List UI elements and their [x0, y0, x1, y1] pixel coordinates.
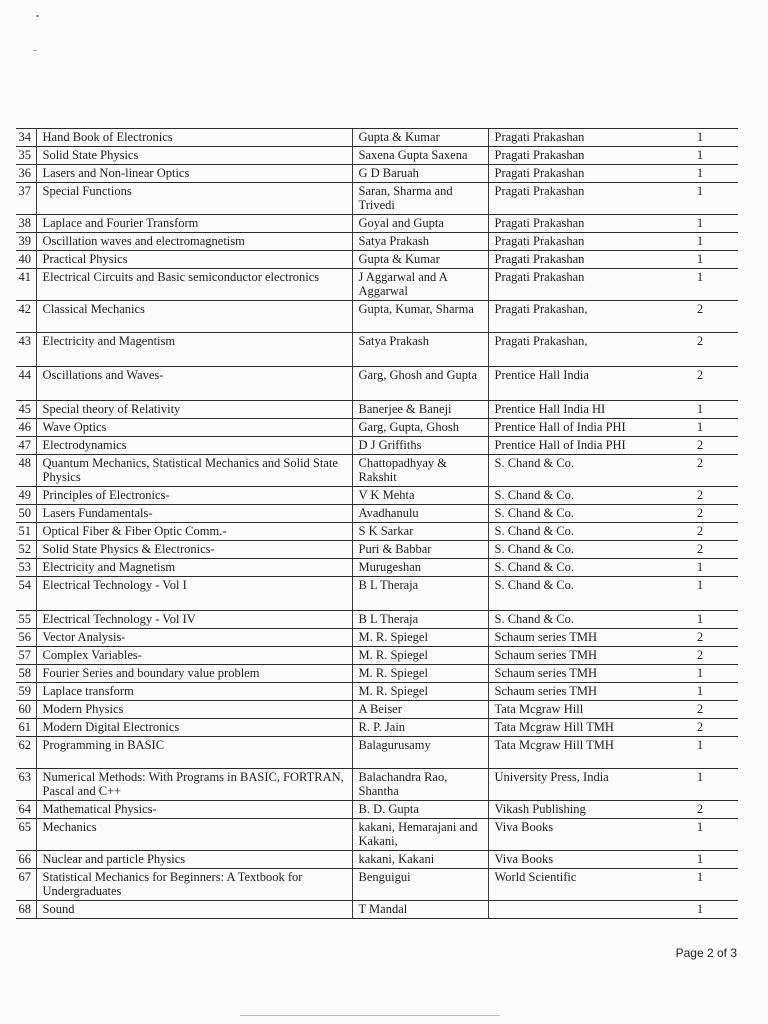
serial-number: 54 [16, 577, 36, 611]
book-title: Wave Optics [36, 419, 352, 437]
serial-number: 48 [16, 455, 36, 487]
table-row [16, 801, 738, 819]
serial-number: 43 [16, 333, 36, 367]
book-publisher: S. Chand & Co. [488, 487, 666, 505]
book-author: Gupta, Kumar, Sharma [352, 301, 488, 333]
book-author: Banerjee & Baneji [352, 401, 488, 419]
table-row [16, 505, 738, 523]
book-author: S K Sarkar [352, 523, 488, 541]
book-author: Saran, Sharma and Trivedi [352, 183, 488, 215]
serial-number: 57 [16, 647, 36, 665]
book-author: M. R. Spiegel [352, 665, 488, 683]
book-quantity: 1 [666, 611, 738, 629]
book-publisher: Prentice Hall of India PHI [488, 419, 666, 437]
table-row [16, 301, 738, 333]
table-row [16, 269, 738, 301]
serial-number: 42 [16, 301, 36, 333]
book-title: Programming in BASIC [36, 737, 352, 769]
book-quantity: 1 [666, 401, 738, 419]
book-quantity: 1 [666, 165, 738, 183]
table-row [16, 665, 738, 683]
book-publisher: Schaum series TMH [488, 647, 666, 665]
table-row [16, 437, 738, 455]
serial-number: 52 [16, 541, 36, 559]
book-list-body [16, 129, 738, 919]
book-publisher: Schaum series TMH [488, 629, 666, 647]
book-quantity: 2 [666, 629, 738, 647]
serial-number: 58 [16, 665, 36, 683]
table-row [16, 769, 738, 801]
book-publisher: Pragati Prakashan [488, 147, 666, 165]
book-publisher: Pragati Prakashan [488, 183, 666, 215]
book-title: Nuclear and particle Physics [36, 851, 352, 869]
scan-artifact-mark [36, 15, 39, 17]
book-quantity: 1 [666, 737, 738, 769]
book-author: kakani, Hemarajani and Kakani, [352, 819, 488, 851]
book-quantity: 1 [666, 683, 738, 701]
table-row [16, 419, 738, 437]
book-author: B L Theraja [352, 577, 488, 611]
book-publisher: Tata Mcgraw Hill [488, 701, 666, 719]
book-title: Electricity and Magentism [36, 333, 352, 367]
book-title: Practical Physics [36, 251, 352, 269]
serial-number: 39 [16, 233, 36, 251]
table-row [16, 647, 738, 665]
book-quantity: 2 [666, 801, 738, 819]
book-publisher: Pragati Prakashan [488, 251, 666, 269]
book-publisher: S. Chand & Co. [488, 505, 666, 523]
book-publisher: Pragati Prakashan, [488, 333, 666, 367]
scan-artifact-mark [240, 1015, 500, 1016]
book-title: Solid State Physics & Electronics- [36, 541, 352, 559]
serial-number: 61 [16, 719, 36, 737]
serial-number: 60 [16, 701, 36, 719]
book-title: Oscillations and Waves- [36, 367, 352, 401]
serial-number: 38 [16, 215, 36, 233]
table-row [16, 737, 738, 769]
book-publisher: Schaum series TMH [488, 683, 666, 701]
table-row [16, 559, 738, 577]
book-author: D J Griffiths [352, 437, 488, 455]
table-row [16, 541, 738, 559]
book-quantity: 1 [666, 819, 738, 851]
book-quantity: 1 [666, 129, 738, 147]
book-author: B. D. Gupta [352, 801, 488, 819]
book-title: Laplace and Fourier Transform [36, 215, 352, 233]
book-title: Fourier Series and boundary value problem [36, 665, 352, 683]
book-quantity: 1 [666, 577, 738, 611]
book-quantity: 2 [666, 701, 738, 719]
book-title: Statistical Mechanics for Beginners: A Textbook for Undergraduates [36, 869, 352, 901]
book-title: Solid State Physics [36, 147, 352, 165]
scan-artifact-mark [33, 50, 37, 51]
book-title: Optical Fiber & Fiber Optic Comm.- [36, 523, 352, 541]
book-title: Lasers and Non-linear Optics [36, 165, 352, 183]
serial-number: 35 [16, 147, 36, 165]
book-title: Lasers Fundamentals- [36, 505, 352, 523]
book-quantity: 2 [666, 541, 738, 559]
book-publisher: Pragati Prakashan [488, 269, 666, 301]
serial-number: 44 [16, 367, 36, 401]
serial-number: 40 [16, 251, 36, 269]
book-author: Satya Prakash [352, 333, 488, 367]
book-publisher: S. Chand & Co. [488, 577, 666, 611]
table-row [16, 401, 738, 419]
table-row [16, 577, 738, 611]
book-quantity: 2 [666, 367, 738, 401]
serial-number: 50 [16, 505, 36, 523]
book-title: Electrical Technology - Vol I [36, 577, 352, 611]
serial-number: 37 [16, 183, 36, 215]
book-title: Laplace transform [36, 683, 352, 701]
book-author: Chattopadhyay & Rakshit [352, 455, 488, 487]
page-number: Page 2 of 3 [675, 946, 737, 960]
table-row [16, 523, 738, 541]
book-publisher: Viva Books [488, 819, 666, 851]
table-row [16, 233, 738, 251]
table-row [16, 611, 738, 629]
book-title: Modern Physics [36, 701, 352, 719]
book-author: Saxena Gupta Saxena [352, 147, 488, 165]
table-row [16, 165, 738, 183]
book-quantity: 1 [666, 269, 738, 301]
table-row [16, 251, 738, 269]
book-quantity: 1 [666, 559, 738, 577]
book-publisher: Prentice Hall India HI [488, 401, 666, 419]
table-row [16, 719, 738, 737]
book-quantity: 1 [666, 901, 738, 919]
table-row [16, 367, 738, 401]
book-author: Garg, Gupta, Ghosh [352, 419, 488, 437]
book-list-table [16, 128, 738, 919]
book-publisher: Pragati Prakashan [488, 215, 666, 233]
serial-number: 64 [16, 801, 36, 819]
book-title: Vector Analysis- [36, 629, 352, 647]
book-title: Electrical Technology - Vol IV [36, 611, 352, 629]
book-publisher: S. Chand & Co. [488, 523, 666, 541]
book-author: Avadhanulu [352, 505, 488, 523]
serial-number: 59 [16, 683, 36, 701]
book-title: Electrical Circuits and Basic semiconductor electronics [36, 269, 352, 301]
serial-number: 53 [16, 559, 36, 577]
book-author: J Aggarwal and A Aggarwal [352, 269, 488, 301]
serial-number: 45 [16, 401, 36, 419]
book-quantity: 2 [666, 301, 738, 333]
table-row [16, 487, 738, 505]
book-author: Satya Prakash [352, 233, 488, 251]
book-title: Numerical Methods: With Programs in BASIC, FORTRAN, Pascal and C++ [36, 769, 352, 801]
book-publisher: S. Chand & Co. [488, 611, 666, 629]
book-author: Balachandra Rao, Shantha [352, 769, 488, 801]
serial-number: 36 [16, 165, 36, 183]
serial-number: 51 [16, 523, 36, 541]
book-author: M. R. Spiegel [352, 647, 488, 665]
book-publisher: Pragati Prakashan [488, 165, 666, 183]
serial-number: 46 [16, 419, 36, 437]
book-publisher: Viva Books [488, 851, 666, 869]
book-publisher: Prentice Hall of India PHI [488, 437, 666, 455]
book-quantity: 2 [666, 437, 738, 455]
book-title: Mechanics [36, 819, 352, 851]
book-quantity: 1 [666, 251, 738, 269]
book-title: Oscillation waves and electromagnetism [36, 233, 352, 251]
book-publisher: World Scientific [488, 869, 666, 901]
book-quantity: 1 [666, 419, 738, 437]
book-publisher: University Press, India [488, 769, 666, 801]
book-publisher: Tata Mcgraw Hill TMH [488, 719, 666, 737]
book-publisher: Pragati Prakashan [488, 129, 666, 147]
serial-number: 41 [16, 269, 36, 301]
book-title: Hand Book of Electronics [36, 129, 352, 147]
book-publisher: S. Chand & Co. [488, 559, 666, 577]
serial-number: 66 [16, 851, 36, 869]
book-title: Sound [36, 901, 352, 919]
book-publisher [488, 901, 666, 919]
book-author: kakani, Kakani [352, 851, 488, 869]
book-publisher: S. Chand & Co. [488, 455, 666, 487]
book-publisher: Pragati Prakashan [488, 233, 666, 251]
book-author: A Beiser [352, 701, 488, 719]
table-row [16, 183, 738, 215]
table-row [16, 819, 738, 851]
book-title: Quantum Mechanics, Statistical Mechanics and Solid State Physics [36, 455, 352, 487]
serial-number: 34 [16, 129, 36, 147]
book-quantity: 1 [666, 665, 738, 683]
book-title: Classical Mechanics [36, 301, 352, 333]
book-title: Modern Digital Electronics [36, 719, 352, 737]
book-publisher: S. Chand & Co. [488, 541, 666, 559]
book-quantity: 2 [666, 647, 738, 665]
book-publisher: Tata Mcgraw Hill TMH [488, 737, 666, 769]
book-quantity: 2 [666, 523, 738, 541]
serial-number: 47 [16, 437, 36, 455]
table-row [16, 147, 738, 165]
book-title: Complex Variables- [36, 647, 352, 665]
book-publisher: Prentice Hall India [488, 367, 666, 401]
book-quantity: 2 [666, 333, 738, 367]
book-author: B L Theraja [352, 611, 488, 629]
table-row [16, 455, 738, 487]
table-row [16, 215, 738, 233]
table-row [16, 683, 738, 701]
table-row [16, 869, 738, 901]
serial-number: 67 [16, 869, 36, 901]
book-author: V K Mehta [352, 487, 488, 505]
book-quantity: 2 [666, 487, 738, 505]
book-publisher: Vikash Publishing [488, 801, 666, 819]
book-quantity: 2 [666, 719, 738, 737]
book-quantity: 1 [666, 233, 738, 251]
book-quantity: 2 [666, 505, 738, 523]
table-row [16, 701, 738, 719]
table-row [16, 901, 738, 919]
serial-number: 65 [16, 819, 36, 851]
serial-number: 56 [16, 629, 36, 647]
book-title: Special theory of Relativity [36, 401, 352, 419]
book-author: M. R. Spiegel [352, 683, 488, 701]
book-publisher: Pragati Prakashan, [488, 301, 666, 333]
book-author: Benguigui [352, 869, 488, 901]
book-author: T Mandal [352, 901, 488, 919]
serial-number: 62 [16, 737, 36, 769]
book-quantity: 1 [666, 147, 738, 165]
serial-number: 55 [16, 611, 36, 629]
book-author: M. R. Spiegel [352, 629, 488, 647]
book-title: Mathematical Physics- [36, 801, 352, 819]
book-author: Gupta & Kumar [352, 251, 488, 269]
book-author: Garg, Ghosh and Gupta [352, 367, 488, 401]
table-row [16, 629, 738, 647]
book-author: G D Baruah [352, 165, 488, 183]
book-quantity: 1 [666, 769, 738, 801]
book-publisher: Schaum series TMH [488, 665, 666, 683]
book-quantity: 1 [666, 183, 738, 215]
book-author: Gupta & Kumar [352, 129, 488, 147]
book-title: Electrodynamics [36, 437, 352, 455]
book-quantity: 1 [666, 215, 738, 233]
book-title: Principles of Electronics- [36, 487, 352, 505]
table-row [16, 851, 738, 869]
book-author: Goyal and Gupta [352, 215, 488, 233]
book-quantity: 2 [666, 455, 738, 487]
table-row [16, 129, 738, 147]
book-quantity: 1 [666, 869, 738, 901]
book-quantity: 1 [666, 851, 738, 869]
book-author: Balagurusamy [352, 737, 488, 769]
book-author: Murugeshan [352, 559, 488, 577]
book-author: Puri & Babbar [352, 541, 488, 559]
serial-number: 63 [16, 769, 36, 801]
serial-number: 68 [16, 901, 36, 919]
book-title: Electricity and Magnetism [36, 559, 352, 577]
serial-number: 49 [16, 487, 36, 505]
table-row [16, 333, 738, 367]
book-author: R. P. Jain [352, 719, 488, 737]
book-title: Special Functions [36, 183, 352, 215]
